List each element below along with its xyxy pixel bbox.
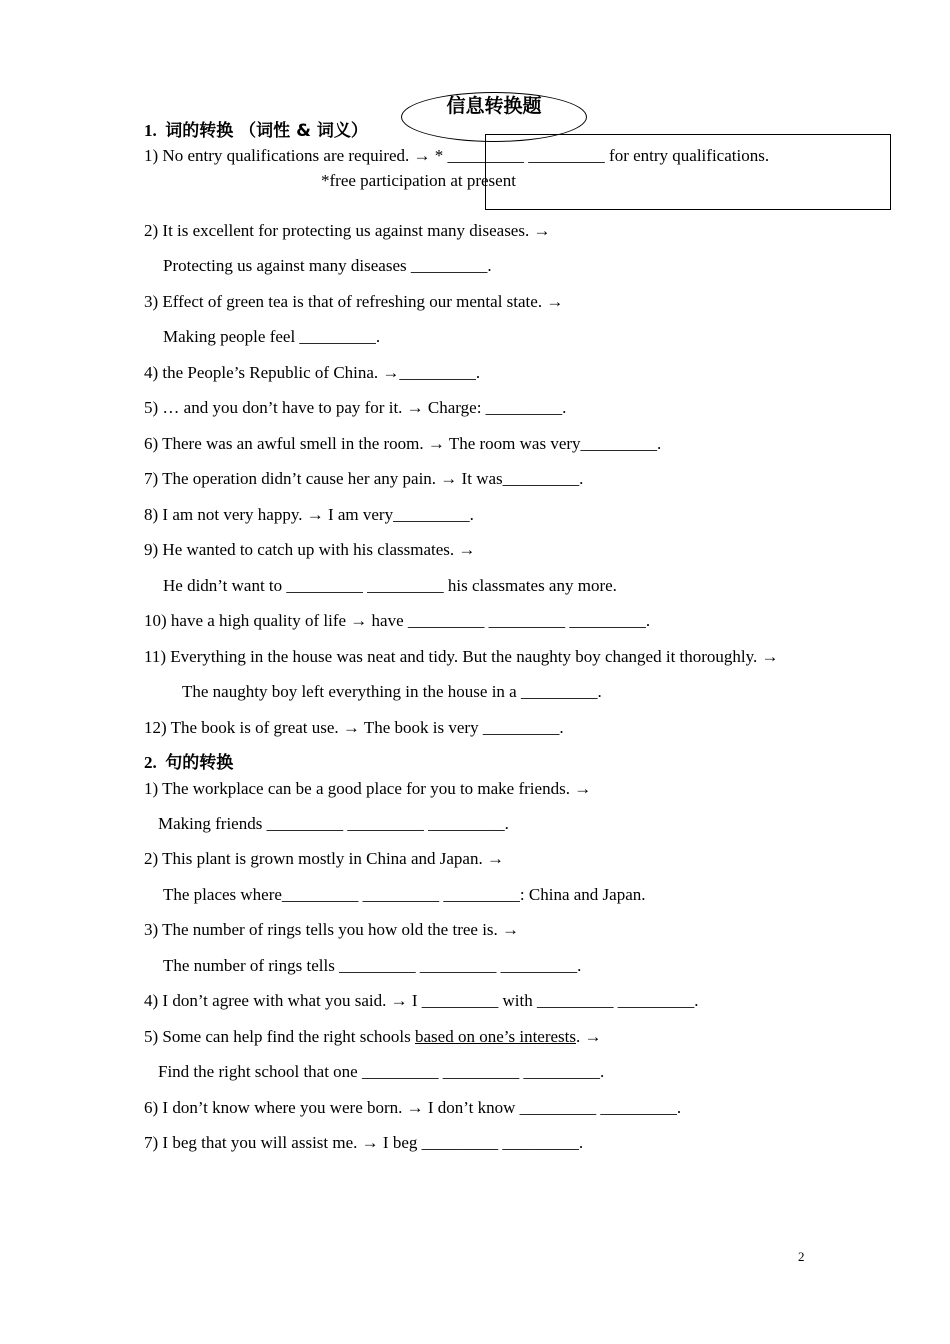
section-1-number: 1. xyxy=(144,121,157,140)
s1-item-4: 4) the People’s Republic of China. →_________. xyxy=(144,363,481,382)
s1-item-1: 1) No entry qualifications are required. → * _________ _________ for entry qualifications. xyxy=(144,146,770,165)
page-title: 信息转换题 xyxy=(446,95,542,117)
s1-item-11: 11) Everything in the house was neat and tidy. But the naughty boy changed it thoroughly. → xyxy=(144,647,779,666)
s2-item-6: 6) I don’t know where you were born. → I don’t know _________ _________. xyxy=(144,1098,682,1117)
s2-item-7: 7) I beg that you will assist me. → I beg _________ _________. xyxy=(144,1133,584,1152)
s2-item-4: 4) I don’t agree with what you said. → I _________ with _________ _________. xyxy=(144,991,699,1010)
s1-item-5: 5) … and you don’t have to pay for it. → Charge: _________. xyxy=(144,398,567,417)
section-2-title: 句的转换 xyxy=(165,753,234,773)
s1-item-7: 7) The operation didn’t cause her any pain. → It was_________. xyxy=(144,469,584,488)
s1-item-12: 12) The book is of great use. → The book is very _________. xyxy=(144,718,564,737)
s2-item-1: 1) The workplace can be a good place for you to make friends. → xyxy=(144,779,592,798)
s1-item-8: 8) I am not very happy. → I am very_________. xyxy=(144,505,474,524)
s2-item-5 xyxy=(144,1027,602,1047)
s1-item-1-note: *free participation at present xyxy=(321,171,516,190)
s1-item-6: 6) There was an awful smell in the room. → The room was very_________. xyxy=(144,434,662,453)
s2-item-5-answer: Find the right school that one _________ _________ _________. xyxy=(158,1062,605,1081)
s1-item-9-answer: He didn’t want to _________ _________ his classmates any more. xyxy=(163,576,617,595)
s1-item-3-answer: Making people feel _________. xyxy=(163,327,381,346)
s2-item-2-answer: The places where_________ _________ _________: China and Japan. xyxy=(163,885,646,904)
s1-item-2: 2) It is excellent for protecting us against many diseases. → xyxy=(144,221,551,240)
s1-item-11-answer: The naughty boy left everything in the house in a _________. xyxy=(182,682,602,701)
page-number: 2 xyxy=(798,1249,805,1264)
section-1-title: 词的转换 （词性 & 词义） xyxy=(165,121,368,141)
s2-item-3: 3) The number of rings tells you how old the tree is. → xyxy=(144,920,520,939)
s1-item-10: 10) have a high quality of life → have _________ _________ _________. xyxy=(144,611,651,630)
s2-item-5-post: . → xyxy=(576,1027,602,1046)
s1-item-9: 9) He wanted to catch up with his classmates. → xyxy=(144,540,476,559)
s2-item-2: 2) This plant is grown mostly in China and Japan. → xyxy=(144,849,504,868)
s2-item-5-underlined: based on one’s interests xyxy=(415,1027,577,1046)
s2-item-5-pre: 5) Some can help find the right schools xyxy=(144,1027,416,1046)
section-1-heading xyxy=(144,121,368,141)
s2-item-3-answer: The number of rings tells _________ _________ _________. xyxy=(163,956,582,975)
section-2-heading xyxy=(144,753,233,773)
section-2-number: 2. xyxy=(144,753,157,772)
s1-item-2-answer: Protecting us against many diseases _________. xyxy=(163,256,492,275)
s1-item-3: 3) Effect of green tea is that of refreshing our mental state. → xyxy=(144,292,564,311)
s2-item-1-answer: Making friends _________ _________ _________. xyxy=(158,814,509,833)
